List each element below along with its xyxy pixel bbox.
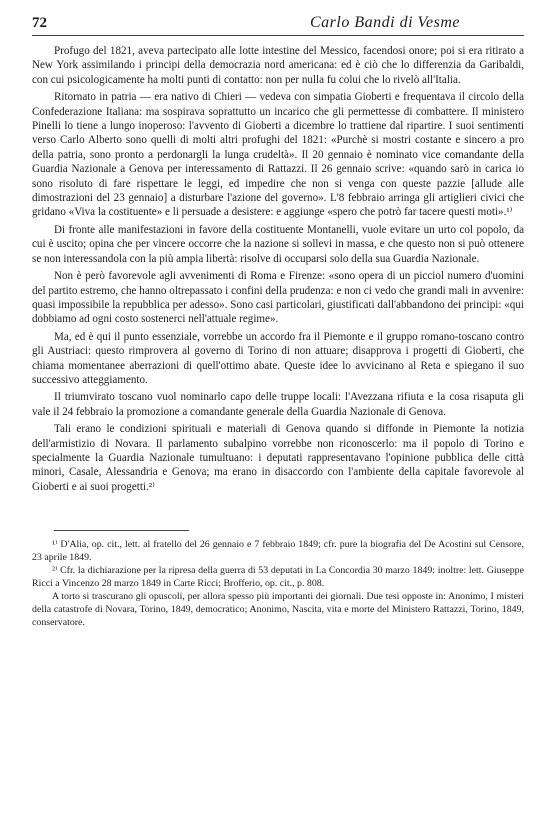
footnote-divider: [54, 530, 189, 531]
paragraph: Profugo del 1821, aveva partecipato alle lotte intestine del Messico, facendosi onore; poi si era ritirato a New York assimilando i principi della democrazia nord americana: ed è ciò che lo differenzia da Garibaldi, con cui psicologicamente ha molti punti di contatto: non per nulla fu colui che lo rivelò all'Italia.: [32, 45, 524, 86]
paragraph: Non è però favorevole agli avvenimenti di Roma e Firenze: «sono opera di un picciol numero d'uomini del partito estremo, che hanno oltrepassato i confini della prudenza: e non ci vedo che grandi mali in avvenire: quasi impossibile la repubblica per adesso». Sono casi particolari, giustificati dall'abbandono dei principi: «qui dobbiamo ad ogni costo sostenerci nell'attuale regime».: [32, 270, 524, 326]
paragraph: Tali erano le condizioni spirituali e materiali di Genova quando si diffonde in Piemonte la notizia dell'armistizio di Novara. Il parlamento subalpino vorrebbe non riconoscerlo: ma il popolo di Torino e specialmente la Guardia Nazionale tumultuano: i deputati rappresentavano l'opinione pubblica delle città minori, Casale, Alessandria e Genova; ma erano in disaccordo con l'ambiente della capitale favorevole al Gioberti e ai suoi progetti.²⁾: [32, 423, 524, 493]
footnotes: [32, 539, 524, 629]
running-head: Carlo Bandi di Vesme: [310, 14, 460, 31]
footnote: A torto si trascurano gli opuscoli, per allora spesso più importanti dei giornali. Due tesi opposte in: Anonimo, I misteri della catastrofe di Novara, Torino, 1849, democratico; Anonimo, Nascita, vita e morte del Ministero Rattazzi, Torino, 1849, conservatore.: [32, 590, 524, 628]
footnote: ¹⁾ D'Alia, op. cit., lett. al fratello del 26 gennaio e 7 febbraio 1849; cfr. pure la biografia del De Acostini sul Censore, 23 aprile 1849.: [32, 539, 524, 564]
footnote: ²⁾ Cfr. la dichiarazione per la ripresa della guerra di 53 deputati in La Concordia 30 marzo 1849: inoltre: lett. Giuseppe Ricci a Vincenzo 28 marzo 1849 in Carte Ricci; Brofferio, op. cit., p. 808.: [32, 565, 524, 589]
body-text: [32, 44, 524, 494]
paragraph: Ma, ed è qui il punto essenziale, vorrebbe un accordo fra il Piemonte e il gruppo romano-toscano contro gli Austriaci: questo rimprovera al governo di Torino di non attuare; disapprova i progetti di Gioberti, che chiama momentanee aberrazioni di quell'ottimo abate. Queste idee lo avvicinano al Reta e spiegano il suo successivo atteggiamento.: [32, 330, 524, 386]
paragraph: Il triumvirato toscano vuol nominarlo capo delle truppe locali: l'Avezzana rifiuta e la cosa risaputa gli vale il 24 febbraio la promozione a comandante generale della Guardia Nazionale di Genova.: [32, 391, 524, 418]
paragraph: Ritornato in patria — era nativo di Chieri — vedeva con simpatia Gioberti e frequentava il circolo della Confederazione Italiana: ma sospirava soprattutto un incarico che gli permettesse di combattere. Il ministero Pinelli lo tiene a lungo inoperoso: l'avvento di Gioberti a dicembre lo trattiene dal ripartire. I suoi sentimenti verso Carlo Alberto sono quelli di molti altri profughi del 1821: «Purchè si mostri costante e sincero a pro della patria, sono pronto a perdonargli la lunga crudeltà». Il 20 gennaio è nominato vice comandante della Guardia Nazionale a Genova per interessamento di Rattazzi. Il 26 gennaio scrive: «quando sarò in carica io sono risoluto di fare rispettare le leggi, ed impedire che non si venga con queste pazzie [allude alle dimostrazioni del 23 gennaio] a disturbare l'azione del governo». L'8 febbraio arringa gli artiglieri civici che gridano «Viva la costituente» e li persuade a desistere: e aggiunge «spero che potrò far tacere questi moti».¹⁾: [32, 91, 524, 219]
page-header: [32, 14, 524, 36]
paragraph: Di fronte alle manifestazioni in favore della costituente Montanelli, vuole evitare un urto col popolo, da cui è uscito; opina che per vincere occorre che la nazione si sollevi in massa, e che questo non si può ottenere se non interessandola con la più ampia libertà: risolve di occuparsi solo della sua Guardia Nazionale.: [32, 223, 524, 265]
page-number: 72: [32, 15, 47, 31]
